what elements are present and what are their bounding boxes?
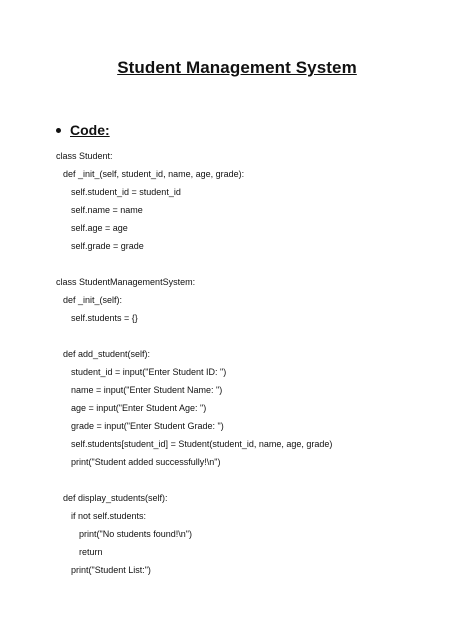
code-line: class Student: <box>56 151 113 161</box>
code-line: def _init_(self, student_id, name, age, grade): <box>63 169 245 179</box>
section-heading-label: Code: <box>70 122 110 138</box>
code-block <box>56 147 456 579</box>
code-line: class StudentManagementSystem: <box>56 277 196 287</box>
code-line: return <box>79 547 103 557</box>
code-line: self.students[student_id] = Student(student_id, name, age, grade) <box>71 439 333 449</box>
document-title: Student Management System <box>117 58 357 77</box>
blank-line <box>56 327 456 345</box>
code-line: self.name = name <box>71 205 143 215</box>
code-line: name = input("Enter Student Name: ") <box>71 385 223 395</box>
bullet-icon <box>56 128 61 133</box>
code-line: self.students = {} <box>71 313 138 323</box>
blank-line <box>56 471 456 489</box>
code-line: print("Student added successfully!\n") <box>71 457 221 467</box>
code-line: self.grade = grade <box>71 241 144 251</box>
code-line: def _init_(self): <box>63 295 123 305</box>
code-line: print("No students found!\n") <box>79 529 192 539</box>
code-line: self.student_id = student_id <box>71 187 181 197</box>
code-line: student_id = input("Enter Student ID: ") <box>71 367 227 377</box>
code-line: age = input("Enter Student Age: ") <box>71 403 207 413</box>
section-heading <box>70 122 110 138</box>
code-line: def display_students(self): <box>63 493 168 503</box>
code-line: self.age = age <box>71 223 128 233</box>
code-line: grade = input("Enter Student Grade: ") <box>71 421 224 431</box>
code-line: print("Student List:") <box>71 565 151 575</box>
code-line: if not self.students: <box>71 511 147 521</box>
code-line: def add_student(self): <box>63 349 151 359</box>
blank-line <box>56 255 456 273</box>
